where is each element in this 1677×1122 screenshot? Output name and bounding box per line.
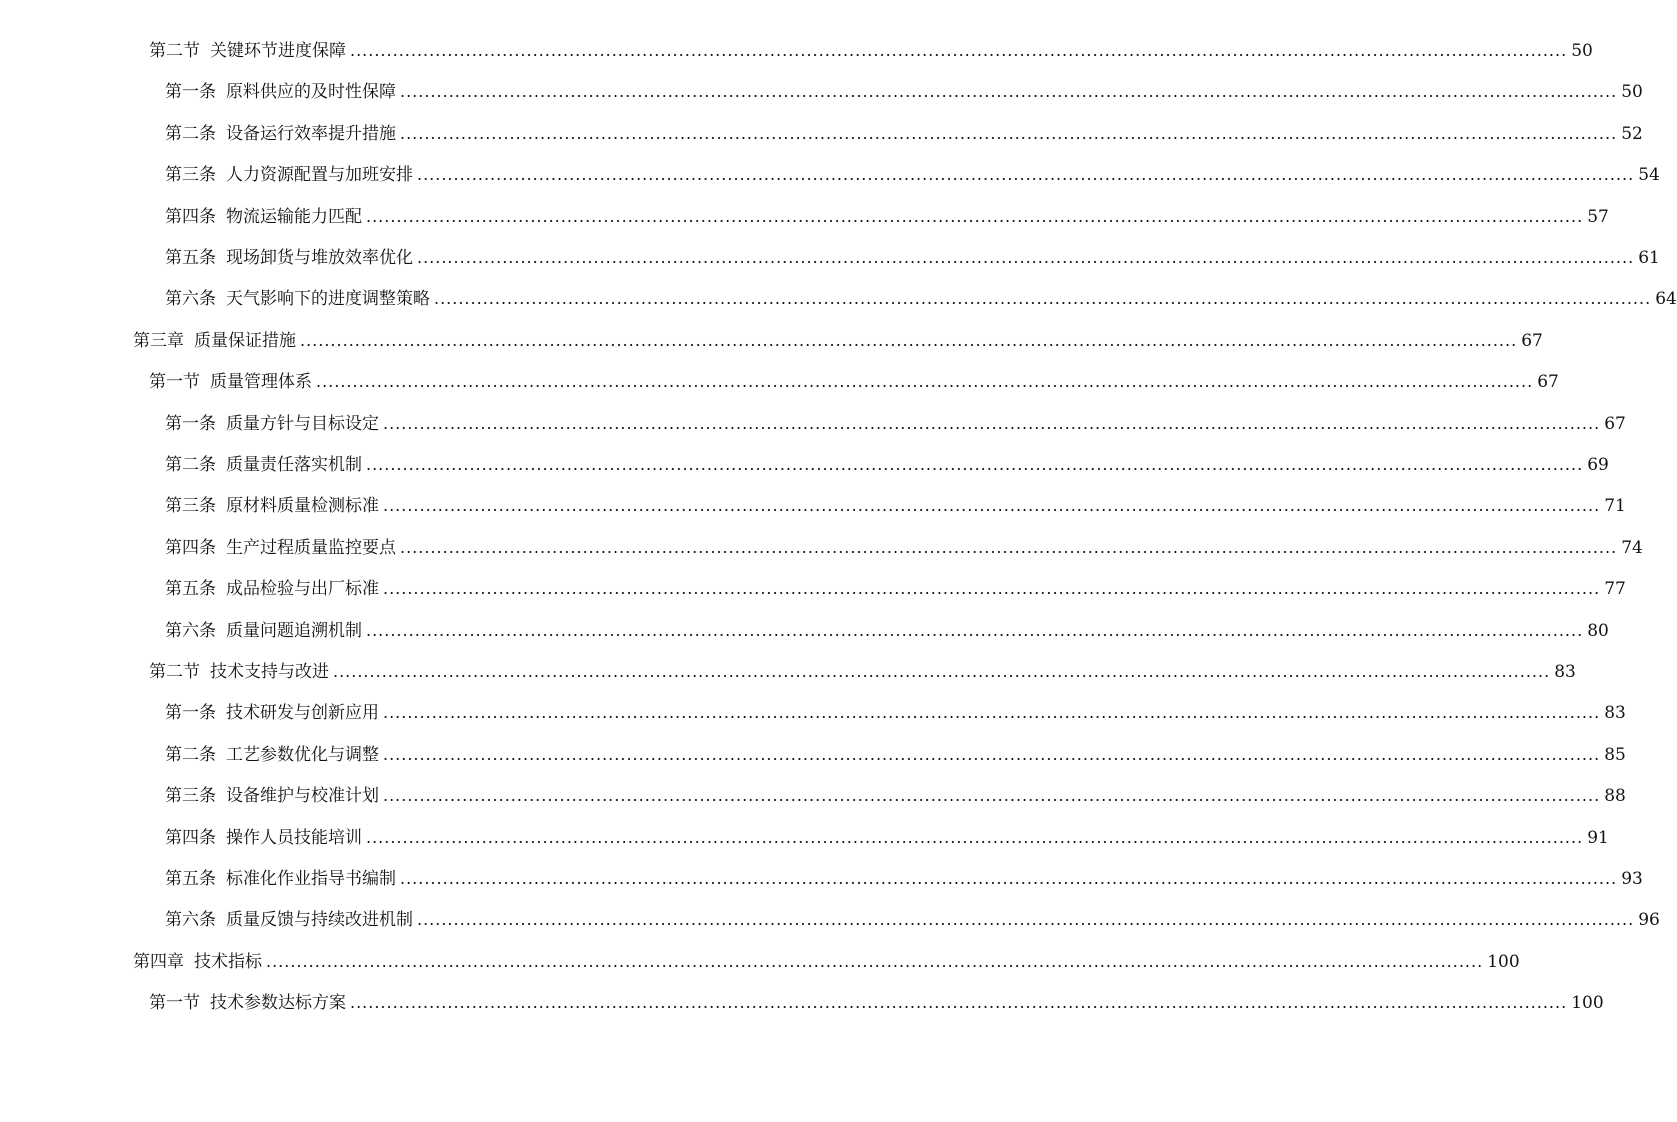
toc-entry-title: 设备运行效率提升措施: [226, 123, 396, 144]
toc-entry-number: 第四章: [133, 951, 184, 972]
toc-entry[interactable]: [0, 326, 1543, 356]
toc-entry-number: 第三条: [165, 786, 216, 807]
toc-entry-number: 第二节: [149, 662, 200, 682]
toc-entry-number: 第六条: [165, 289, 216, 310]
toc-dot-leader: ........................................................................................................................................................................................................: [383, 413, 1601, 433]
toc-dot-leader: ........................................................................................................................................................................................................: [350, 41, 1568, 60]
toc-entry-page-number: 80: [1587, 620, 1609, 641]
toc-entry-number: 第四条: [165, 537, 216, 558]
toc-dot-leader: ........................................................................................................................................................................................................: [316, 372, 1534, 392]
toc-entry[interactable]: [0, 574, 1626, 604]
toc-entry-title: 生产过程质量监控要点: [226, 537, 396, 558]
toc-dot-leader: ........................................................................................................................................................................................................: [417, 165, 1635, 185]
toc-dot-leader: ........................................................................................................................................................................................................: [400, 123, 1618, 143]
toc-entry-number: 第四条: [165, 827, 216, 848]
toc-entry[interactable]: [0, 409, 1626, 439]
toc-dot-leader: ........................................................................................................................................................................................................: [366, 455, 1584, 474]
toc-entry-page-number: 57: [1587, 206, 1609, 227]
toc-entry-title: 质量反馈与持续改进机制: [226, 910, 413, 931]
toc-entry-title: 技术指标: [194, 951, 262, 972]
toc-entry-page-number: 100: [1571, 993, 1604, 1014]
toc-entry-title: 成品检验与出厂标准: [226, 579, 379, 600]
toc-dot-leader: ........................................................................................................................................................................................................: [366, 620, 1584, 640]
toc-dot-leader: ........................................................................................................................................................................................................: [366, 206, 1584, 226]
toc-entry-page-number: 54: [1638, 165, 1660, 186]
toc-dot-leader: ........................................................................................................................................................................................................: [434, 289, 1652, 309]
toc-entry[interactable]: [0, 36, 1593, 66]
toc-entry[interactable]: [0, 781, 1626, 811]
toc-entry[interactable]: [0, 450, 1609, 480]
toc-entry[interactable]: [0, 698, 1626, 728]
toc-entry-title: 原材料质量检测标准: [226, 496, 379, 517]
toc-entry-title: 关键环节进度保障: [210, 41, 346, 61]
toc-entry-title: 质量方针与目标设定: [226, 413, 379, 434]
toc-entry[interactable]: [0, 77, 1643, 107]
toc-entry-title: 质量问题追溯机制: [226, 620, 362, 641]
toc-entry[interactable]: [0, 284, 1677, 314]
toc-entry[interactable]: [0, 988, 1604, 1018]
toc-entry-number: 第一节: [149, 372, 200, 393]
toc-dot-leader: ........................................................................................................................................................................................................: [266, 951, 1484, 971]
toc-entry[interactable]: [0, 367, 1559, 397]
toc-entry[interactable]: [0, 119, 1643, 149]
toc-entry-page-number: 85: [1604, 744, 1626, 765]
toc-entry-number: 第一条: [165, 82, 216, 103]
toc-dot-leader: ........................................................................................................................................................................................................: [400, 82, 1618, 102]
toc-entry-page-number: 96: [1638, 910, 1660, 931]
toc-entry-page-number: 71: [1604, 496, 1626, 517]
toc-entry[interactable]: [0, 202, 1609, 232]
toc-entry-number: 第一条: [165, 703, 216, 724]
toc-entry-title: 设备维护与校准计划: [226, 786, 379, 807]
toc-entry-number: 第三章: [133, 330, 184, 351]
toc-dot-leader: ........................................................................................................................................................................................................: [366, 827, 1584, 847]
toc-dot-leader: ........................................................................................................................................................................................................: [300, 330, 1518, 350]
toc-entry-number: 第二条: [165, 123, 216, 144]
toc-entry[interactable]: [0, 947, 1520, 977]
toc-dot-leader: ........................................................................................................................................................................................................: [383, 496, 1601, 516]
toc-entry-page-number: 61: [1638, 248, 1660, 268]
toc-entry-title: 技术研发与创新应用: [226, 703, 379, 724]
toc-entry[interactable]: [0, 905, 1660, 935]
toc-entry-number: 第四条: [165, 206, 216, 227]
toc-entry-title: 现场卸货与堆放效率优化: [226, 248, 413, 268]
toc-entry-page-number: 64: [1655, 289, 1677, 310]
toc-dot-leader: ........................................................................................................................................................................................................: [350, 993, 1568, 1013]
toc-entry-number: 第二条: [165, 744, 216, 765]
toc-dot-leader: ........................................................................................................................................................................................................: [400, 869, 1618, 888]
toc-dot-leader: ........................................................................................................................................................................................................: [383, 579, 1601, 599]
toc-entry[interactable]: [0, 243, 1660, 273]
toc-entry[interactable]: [0, 740, 1626, 770]
toc-entry[interactable]: [0, 823, 1609, 853]
toc-dot-leader: ........................................................................................................................................................................................................: [383, 703, 1601, 723]
toc-entry-page-number: 91: [1587, 827, 1609, 848]
toc-entry[interactable]: [0, 657, 1576, 687]
toc-entry[interactable]: [0, 533, 1643, 563]
toc-entry-page-number: 50: [1621, 82, 1643, 103]
toc-entry-number: 第五条: [165, 869, 216, 889]
toc-entry-page-number: 69: [1587, 455, 1609, 475]
toc-entry-page-number: 93: [1621, 869, 1643, 889]
toc-entry-page-number: 67: [1521, 330, 1543, 351]
toc-entry-title: 天气影响下的进度调整策略: [226, 289, 430, 310]
toc-dot-leader: ........................................................................................................................................................................................................: [383, 744, 1601, 764]
toc-entry[interactable]: [0, 616, 1609, 646]
toc-entry-number: 第三条: [165, 165, 216, 186]
toc-entry-number: 第一节: [149, 993, 200, 1014]
toc-entry-number: 第三条: [165, 496, 216, 517]
toc-entry-title: 标准化作业指导书编制: [226, 869, 396, 889]
toc-entry[interactable]: [0, 160, 1660, 190]
toc-entry-title: 质量责任落实机制: [226, 455, 362, 475]
toc-entry-page-number: 100: [1487, 951, 1520, 972]
toc-entry-page-number: 67: [1604, 413, 1626, 434]
toc-dot-leader: ........................................................................................................................................................................................................: [333, 662, 1551, 681]
toc-entry-page-number: 83: [1554, 662, 1576, 682]
toc-entry-title: 质量保证措施: [194, 330, 296, 351]
toc-entry[interactable]: [0, 864, 1643, 894]
toc-entry-page-number: 52: [1621, 123, 1643, 144]
toc-entry-title: 技术支持与改进: [210, 662, 329, 682]
toc-dot-leader: ........................................................................................................................................................................................................: [417, 248, 1635, 267]
toc-entry-page-number: 77: [1604, 579, 1626, 600]
toc-entry-page-number: 83: [1604, 703, 1626, 724]
toc-entry[interactable]: [0, 491, 1626, 521]
toc-entry-title: 操作人员技能培训: [226, 827, 362, 848]
toc-entry-title: 人力资源配置与加班安排: [226, 165, 413, 186]
toc-dot-leader: ........................................................................................................................................................................................................: [400, 537, 1618, 557]
toc-entry-title: 物流运输能力匹配: [226, 206, 362, 227]
toc-entry-number: 第六条: [165, 620, 216, 641]
toc-entry-number: 第六条: [165, 910, 216, 931]
toc-dot-leader: ........................................................................................................................................................................................................: [417, 910, 1635, 930]
toc-entry-number: 第一条: [165, 413, 216, 434]
toc-entry-page-number: 67: [1537, 372, 1559, 393]
toc-dot-leader: ........................................................................................................................................................................................................: [383, 786, 1601, 806]
toc-entry-number: 第五条: [165, 248, 216, 268]
toc-entry-number: 第二节: [149, 41, 200, 61]
toc-entry-page-number: 74: [1621, 537, 1643, 558]
toc-entry-number: 第二条: [165, 455, 216, 475]
toc-entry-title: 原料供应的及时性保障: [226, 82, 396, 103]
toc-entry-number: 第五条: [165, 579, 216, 600]
toc-entry-page-number: 50: [1571, 41, 1593, 61]
toc-entry-title: 质量管理体系: [210, 372, 312, 393]
toc-entry-title: 工艺参数优化与调整: [226, 744, 379, 765]
toc-entry-title: 技术参数达标方案: [210, 993, 346, 1014]
toc-entry-page-number: 88: [1604, 786, 1626, 807]
